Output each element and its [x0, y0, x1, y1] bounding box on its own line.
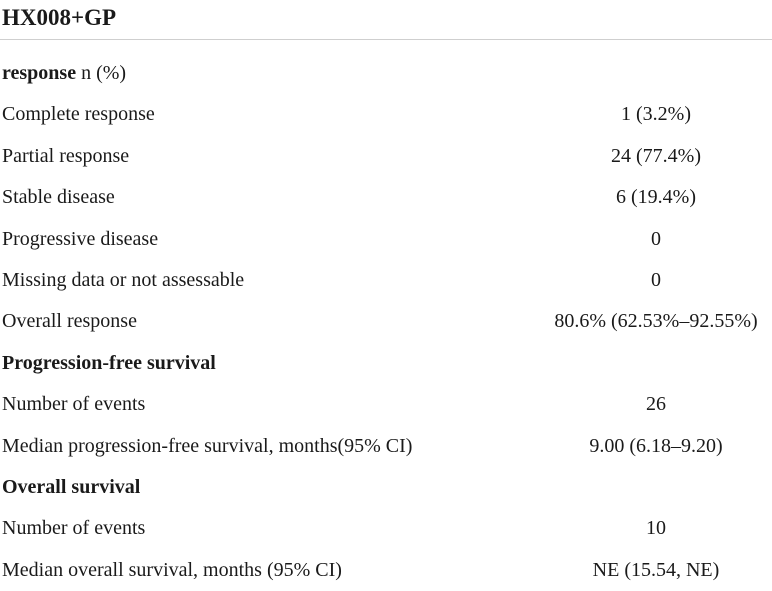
row-label: Complete response — [2, 103, 155, 126]
row-label: Number of events — [2, 517, 146, 540]
table-row — [0, 550, 772, 591]
row-label: Overall response — [2, 310, 137, 333]
table-row — [0, 94, 772, 135]
row-value: 6 (19.4%) — [616, 186, 696, 209]
response-heading-bold: response — [2, 62, 77, 84]
os-heading-row — [0, 467, 772, 508]
row-label: Partial response — [2, 144, 130, 167]
row-value: 24 (77.4%) — [611, 144, 701, 167]
table-row — [0, 426, 772, 467]
pfs-heading: Progression-free survival — [2, 351, 216, 374]
table-row — [0, 260, 772, 301]
table-title: HX008+GP — [2, 5, 117, 30]
response-heading — [2, 53, 126, 94]
row-value: 0 — [651, 268, 661, 291]
table-row — [0, 384, 772, 425]
table-row — [0, 177, 772, 218]
row-label: Missing data or not assessable — [2, 268, 245, 291]
header-divider — [0, 39, 772, 40]
table-row — [0, 301, 772, 342]
row-label: Stable disease — [2, 186, 115, 209]
row-value: 26 — [646, 393, 666, 416]
response-heading-rest: n (%) — [76, 62, 127, 84]
table-row — [0, 219, 772, 260]
results-table — [0, 53, 772, 591]
row-value: 80.6% (62.53%–92.55%) — [554, 310, 758, 333]
table-row — [0, 136, 772, 177]
os-heading: Overall survival — [2, 475, 141, 498]
row-value: 0 — [651, 227, 661, 250]
row-label: Median overall survival, months (95% CI) — [2, 558, 342, 581]
row-label: Number of events — [2, 393, 146, 416]
row-value: 9.00 (6.18–9.20) — [589, 434, 723, 457]
row-value: 10 — [646, 517, 666, 540]
row-value: 1 (3.2%) — [621, 103, 691, 126]
row-label: Progressive disease — [2, 227, 159, 250]
row-value: NE (15.54, NE) — [592, 558, 720, 581]
table-row — [0, 508, 772, 549]
row-label: Median progression-free survival, months(95% CI) — [2, 434, 413, 457]
pfs-heading-row — [0, 343, 772, 384]
response-heading-row — [0, 53, 772, 94]
